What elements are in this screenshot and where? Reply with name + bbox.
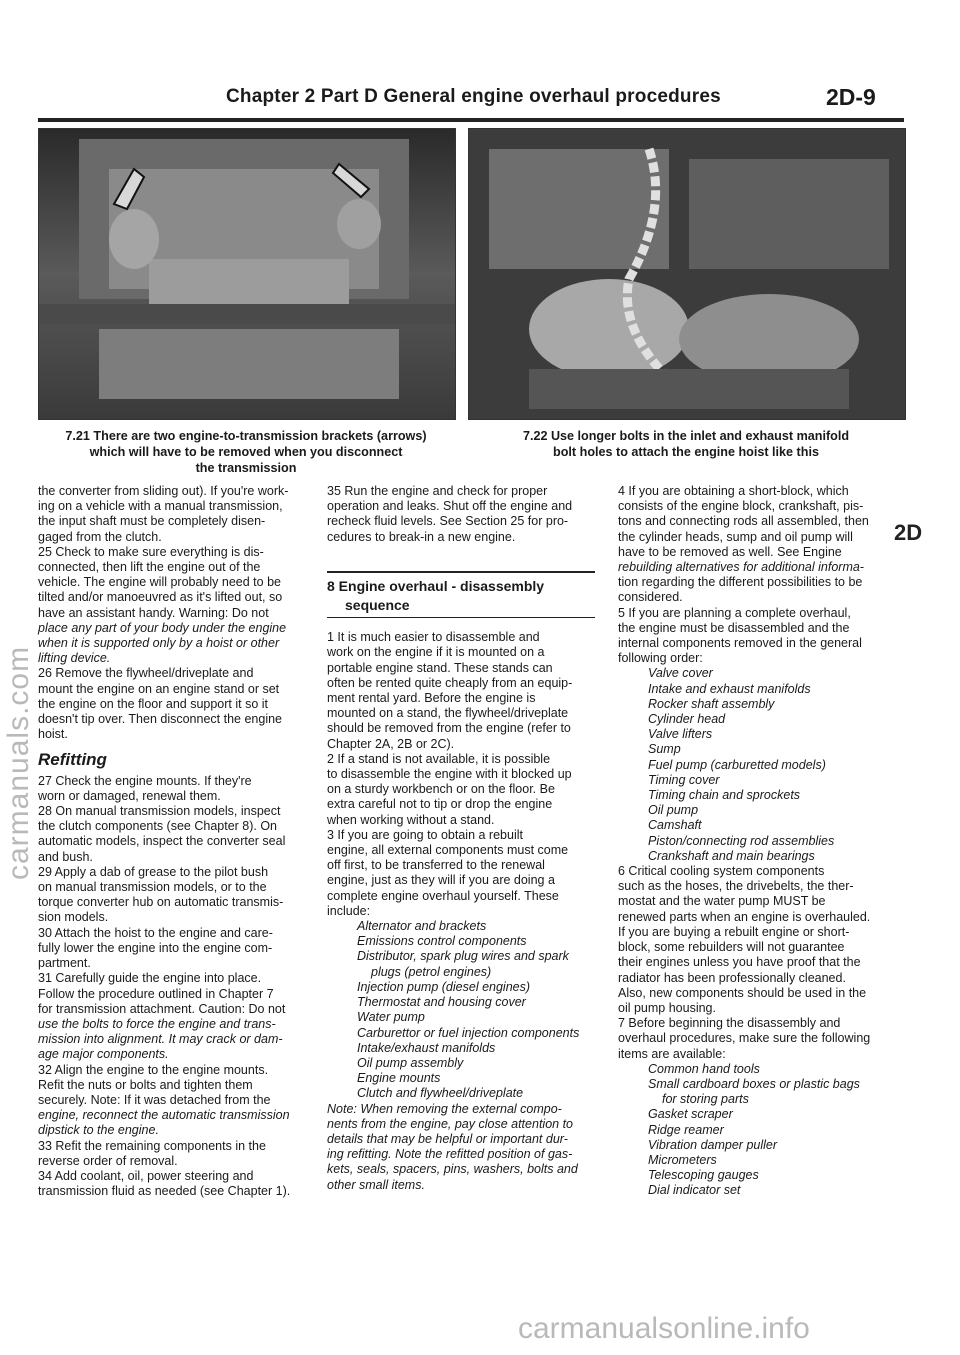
- text-line: 29 Apply a dab of grease to the pilot bush: [38, 864, 269, 879]
- text-line: worn or damaged, renewal them.: [38, 788, 221, 803]
- text-line: place any part of your body under the engine: [38, 620, 287, 635]
- list-item: Vibration damper puller: [648, 1137, 778, 1152]
- text-line: lifting device.: [38, 651, 111, 666]
- list-item: Timing cover: [648, 772, 720, 787]
- text-line: 31 Carefully guide the engine into place.: [38, 971, 262, 986]
- text-line: portable engine stand. These stands can: [327, 660, 553, 675]
- list-item: Small cardboard boxes or plastic bags: [648, 1076, 860, 1091]
- text-line: mounted on a stand, the flywheel/driveplate: [327, 706, 569, 721]
- list-item: Micrometers: [648, 1152, 717, 1167]
- list-item: Valve lifters: [648, 727, 713, 742]
- text-line: have an assistant handy. Warning: Do not: [38, 605, 269, 620]
- chapter-title: Chapter 2 Part D General engine overhaul procedures: [226, 86, 721, 107]
- text-line: 7 Before beginning the disassembly and: [618, 1016, 841, 1031]
- text-line: to disassemble the engine with it blocked up: [327, 767, 572, 782]
- note-line: nents from the engine, pay close attention to: [327, 1116, 573, 1131]
- side-watermark: carmanuals.com: [2, 645, 35, 880]
- list-item: Oil pump: [648, 803, 699, 818]
- text-line: for transmission attachment. Caution: Do not: [38, 1001, 286, 1016]
- text-line: 30 Attach the hoist to the engine and care-: [38, 925, 273, 940]
- caption-line: which will have to be removed when you disconnect: [89, 445, 403, 459]
- list-item: Common hand tools: [648, 1061, 760, 1076]
- list-item: for storing parts: [662, 1092, 749, 1107]
- text-line: off first, to be transferred to the renewal: [327, 858, 545, 873]
- caption-line: the transmission: [195, 461, 297, 475]
- text-line: complete engine overhaul yourself. These: [327, 888, 559, 903]
- text-line: 28 On manual transmission models, inspect: [38, 804, 281, 819]
- section-rule: [327, 617, 595, 618]
- text-line: age major components.: [38, 1047, 169, 1062]
- text-line: vehicle. The engine will probably need to be: [38, 575, 281, 590]
- text-line: sion models.: [38, 910, 109, 925]
- text-line: overhaul procedures, make sure the following: [618, 1031, 871, 1046]
- note-line: other small items.: [327, 1177, 425, 1192]
- note-line: ing refitting. Note the refitted position of gas-: [327, 1147, 573, 1162]
- list-item: Timing chain and sprockets: [648, 788, 801, 803]
- text-line: oil pump housing.: [618, 1000, 716, 1015]
- column-3: [618, 484, 888, 1199]
- text-line: 1 It is much easier to disassemble and: [327, 630, 540, 645]
- list-item: Distributor, spark plug wires and spark: [357, 949, 569, 964]
- text-line: following order:: [618, 651, 703, 666]
- text-line: Refit the nuts or bolts and tighten them: [38, 1077, 253, 1092]
- list-item: Piston/connecting rod assemblies: [648, 833, 835, 848]
- text-line: engine, reconnect the automatic transmission: [38, 1108, 290, 1123]
- figure-caption-7-22: [468, 428, 904, 460]
- section-heading: sequence: [345, 597, 410, 614]
- note-line: kets, seals, spacers, pins, washers, bolts and: [327, 1162, 578, 1177]
- text-line: include:: [327, 903, 371, 918]
- text-line: internal components removed in the general: [618, 636, 862, 651]
- figure-caption-7-21: [38, 428, 454, 476]
- text-line: connected, then lift the engine out of the: [38, 560, 261, 575]
- text-line: on manual transmission models, or to the: [38, 880, 267, 895]
- text-line: 26 Remove the flywheel/driveplate and: [38, 666, 254, 681]
- list-item: Emissions control components: [357, 934, 527, 949]
- text-line: the engine on the floor and support it so it: [38, 696, 269, 711]
- list-item: Injection pump (diesel engines): [357, 979, 531, 994]
- section-rule: [327, 571, 595, 573]
- text-line: operation and leaks. Shut off the engine and: [327, 499, 573, 514]
- note-line: Note: When removing the external compo-: [327, 1101, 562, 1116]
- caption-line: bolt holes to attach the engine hoist like this: [553, 445, 819, 459]
- text-line: on a sturdy workbench or on the floor. Be: [327, 782, 555, 797]
- text-line: when it is supported only by a hoist or other: [38, 636, 280, 651]
- text-line: recheck fluid levels. See Section 25 for pro-: [327, 514, 569, 529]
- list-item: Sump: [648, 742, 681, 757]
- note-line: details that may be helpful or important dur-: [327, 1131, 568, 1146]
- list-item: Crankshaft and main bearings: [648, 848, 815, 863]
- chapter-tab-mark: 2D: [894, 520, 923, 545]
- text-line: the converter from sliding out). If you're work-: [38, 484, 289, 498]
- text-line: ment rental yard. Before the engine is: [327, 691, 536, 706]
- text-line: ing on a vehicle with a manual transmission,: [38, 499, 283, 514]
- text-line: 4 If you are obtaining a short-block, which: [618, 484, 849, 498]
- text-line: extra careful not to tip or drop the engine: [327, 797, 553, 812]
- text-line: the clutch components (see Chapter 8). On: [38, 819, 278, 834]
- text-line: fully lower the engine into the engine com-: [38, 940, 273, 955]
- text-line: doesn't tip over. Then disconnect the engine: [38, 712, 282, 727]
- text-line: engine, just as they will if you are doing a: [327, 873, 555, 888]
- list-item: Clutch and flywheel/driveplate: [357, 1086, 524, 1101]
- text-line: reverse order of removal.: [38, 1153, 178, 1168]
- list-item: Gasket scraper: [648, 1107, 733, 1122]
- text-line: Chapter 2A, 2B or 2C).: [327, 736, 455, 751]
- text-line: cedures to break-in a new engine.: [327, 529, 516, 544]
- text-line: torque converter hub on automatic transmis-: [38, 895, 284, 910]
- list-item: Camshaft: [648, 818, 702, 833]
- text-line: their engines unless you have proof that the: [618, 955, 861, 970]
- text-line: block, some rebuilders will not guarantee: [618, 940, 845, 955]
- text-line: should be removed from the engine (refer to: [327, 721, 571, 736]
- text-line: tilted and/or manoeuvred as it's lifted out, so: [38, 590, 283, 605]
- text-line: partment.: [38, 956, 91, 971]
- list-item: Cylinder head: [648, 712, 726, 727]
- list-item: Fuel pump (carburetted models): [648, 757, 826, 772]
- photo-engine-hoist: [468, 128, 906, 420]
- text-line: radiator has been professionally cleaned.: [618, 970, 846, 985]
- subheading-refitting: Refitting: [38, 750, 107, 770]
- text-line: 2 If a stand is not available, it is possible: [327, 751, 551, 766]
- text-line: 3 If you are going to obtain a rebuilt: [327, 827, 523, 842]
- list-item: Intake and exhaust manifolds: [648, 681, 811, 696]
- text-line: the cylinder heads, sump and oil pump will: [618, 529, 853, 544]
- list-item: Rocker shaft assembly: [648, 696, 775, 711]
- list-item: Oil pump assembly: [357, 1055, 464, 1070]
- caption-line: 7.22 Use longer bolts in the inlet and exhaust manifold: [522, 429, 850, 443]
- photo-engine-brackets: [38, 128, 456, 420]
- text-line: considered.: [618, 590, 683, 605]
- list-item: plugs (petrol engines): [371, 964, 492, 979]
- text-line: 35 Run the engine and check for proper: [327, 484, 548, 498]
- list-item: Thermostat and housing cover: [357, 995, 526, 1010]
- text-line: mount the engine on an engine stand or set: [38, 681, 280, 696]
- text-line: transmission fluid as needed (see Chapter 1).: [38, 1184, 291, 1199]
- text-line: 6 Critical cooling system components: [618, 864, 825, 879]
- text-line: often be rented quite cheaply from an equip-: [327, 675, 573, 690]
- list-item: Water pump: [357, 1010, 425, 1025]
- text-line: securely. Note: If it was detached from the: [38, 1092, 271, 1107]
- text-line: automatic models, inspect the converter seal: [38, 834, 286, 849]
- text-line: the engine must be disassembled and the: [618, 620, 850, 635]
- text-line: mostat and the water pump MUST be: [618, 894, 826, 909]
- text-line: work on the engine if it is mounted on a: [327, 645, 545, 660]
- text-line: the input shaft must be completely disen-: [38, 514, 266, 529]
- text-line: Also, new components should be used in the: [618, 985, 867, 1000]
- text-line: dipstick to the engine.: [38, 1123, 159, 1138]
- list-item: Engine mounts: [357, 1071, 441, 1086]
- text-line: 5 If you are planning a complete overhaul,: [618, 605, 851, 620]
- text-line: Follow the procedure outlined in Chapter 7: [38, 986, 274, 1001]
- header-rule: [38, 118, 904, 122]
- section-heading: 8 Engine overhaul - disassembly: [327, 577, 545, 594]
- text-line: consists of the engine block, crankshaft, pis-: [618, 499, 864, 514]
- page-header: [0, 82, 960, 116]
- text-line: engine, all external components must come: [327, 843, 569, 858]
- text-line: mission into alignment. It may crack or dam-: [38, 1032, 283, 1047]
- text-line: use the bolts to force the engine and trans-: [38, 1016, 276, 1031]
- text-line: tion regarding the different possibilities to be: [618, 575, 863, 590]
- text-line: and bush.: [38, 849, 93, 864]
- text-line: 33 Refit the remaining components in the: [38, 1138, 266, 1153]
- list-item: Carburettor or fuel injection components: [357, 1025, 580, 1040]
- text-line: 32 Align the engine to the engine mounts.: [38, 1062, 269, 1077]
- text-line: If you are buying a rebuilt engine or short-: [618, 924, 850, 939]
- text-line: 34 Add coolant, oil, power steering and: [38, 1168, 254, 1183]
- list-item: Valve cover: [648, 666, 713, 681]
- list-item: Alternator and brackets: [357, 919, 487, 934]
- footer-watermark: carmanualsonline.info: [518, 1312, 810, 1345]
- column-2: [327, 484, 595, 1193]
- text-line: renewed parts when an engine is overhauled.: [618, 909, 871, 924]
- text-line: have to be removed as well. See Engine: [618, 544, 842, 559]
- text-line: 27 Check the engine mounts. If they're: [38, 773, 252, 788]
- list-item: Ridge reamer: [648, 1122, 724, 1137]
- list-item: Intake/exhaust manifolds: [357, 1040, 496, 1055]
- column-1: [38, 484, 308, 1199]
- caption-line: 7.21 There are two engine-to-transmission brackets (arrows): [65, 429, 427, 443]
- page-number: 2D-9: [826, 84, 876, 110]
- text-line: 25 Check to make sure everything is dis-: [38, 544, 264, 559]
- text-line: gaged from the clutch.: [38, 529, 162, 544]
- text-line: tons and connecting rods all assembled, then: [618, 514, 869, 529]
- text-line: such as the hoses, the drivebelts, the ther-: [618, 879, 854, 894]
- text-line: hoist.: [38, 727, 68, 742]
- text-line: rebuilding alternatives for additional informa-: [618, 560, 864, 575]
- list-item: Telescoping gauges: [648, 1168, 759, 1183]
- text-line: when working without a stand.: [327, 812, 495, 827]
- list-item: Dial indicator set: [648, 1183, 741, 1198]
- text-line: items are available:: [618, 1046, 726, 1061]
